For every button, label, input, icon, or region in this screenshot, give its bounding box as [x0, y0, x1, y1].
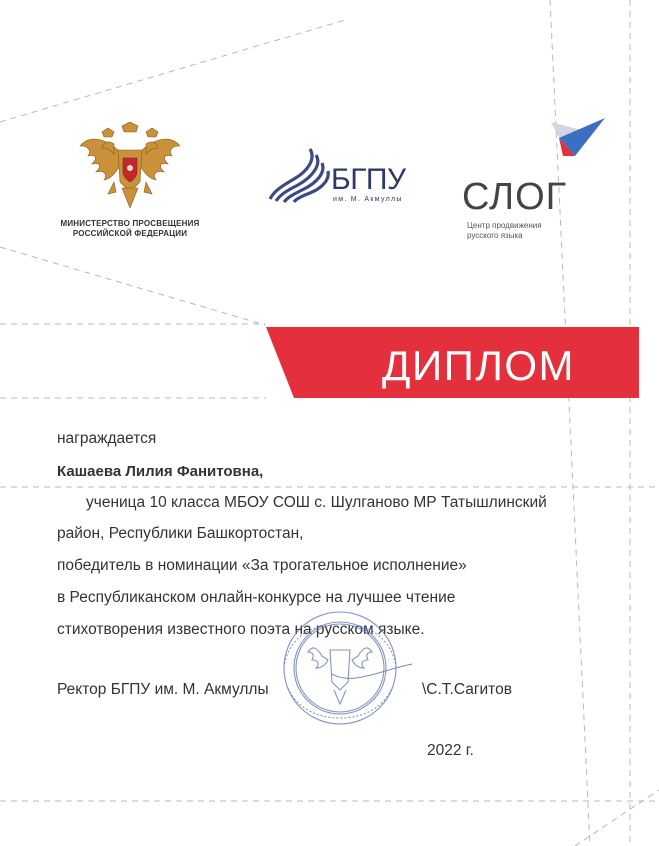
slog-subtitle-line2: русского языка	[467, 231, 523, 240]
awarded-label: награждается	[57, 430, 157, 447]
body-line-2: район, Республики Башкортостан,	[57, 525, 304, 542]
ministry-caption-line1: МИНИСТЕРСТВО ПРОСВЕЩЕНИЯ	[60, 219, 200, 228]
slog-name: СЛОГ	[462, 176, 568, 218]
diploma-title: ДИПЛОМ	[382, 342, 576, 389]
ministry-caption-line2: РОССИЙСКОЙ ФЕДЕРАЦИИ	[72, 229, 188, 238]
body-line-1: ученица 10 класса МБОУ СОШ с. Шулганово МР Татышлинский	[86, 494, 547, 511]
slog-subtitle-line1: Центр продвижения	[467, 221, 542, 230]
rector-label: Ректор БГПУ им. М. Акмуллы	[57, 681, 269, 698]
body-line-4: в Республиканском онлайн-конкурсе на лучшее чтение	[57, 589, 456, 606]
year: 2022 г.	[427, 742, 474, 759]
signer-name: \С.Т.Сагитов	[422, 681, 512, 698]
bgpu-name: БГПУ	[331, 163, 406, 196]
recipient-name: Кашаева Лилия Фанитовна,	[57, 463, 264, 480]
ministry-caption	[40, 219, 220, 239]
bgpu-subtitle: им. М. Акмуллы	[333, 196, 403, 203]
slog-flag-icon	[545, 116, 607, 158]
double-headed-eagle-emblem	[74, 122, 186, 212]
slog-subtitle	[467, 221, 542, 241]
body-line-3: победитель в номинации «За трогательное исполнение»	[57, 557, 467, 574]
bgpu-logo-icon	[268, 145, 332, 203]
body-line-5: стихотворения известного поэта на русском языке.	[57, 621, 425, 638]
round-official-seal	[262, 606, 420, 726]
